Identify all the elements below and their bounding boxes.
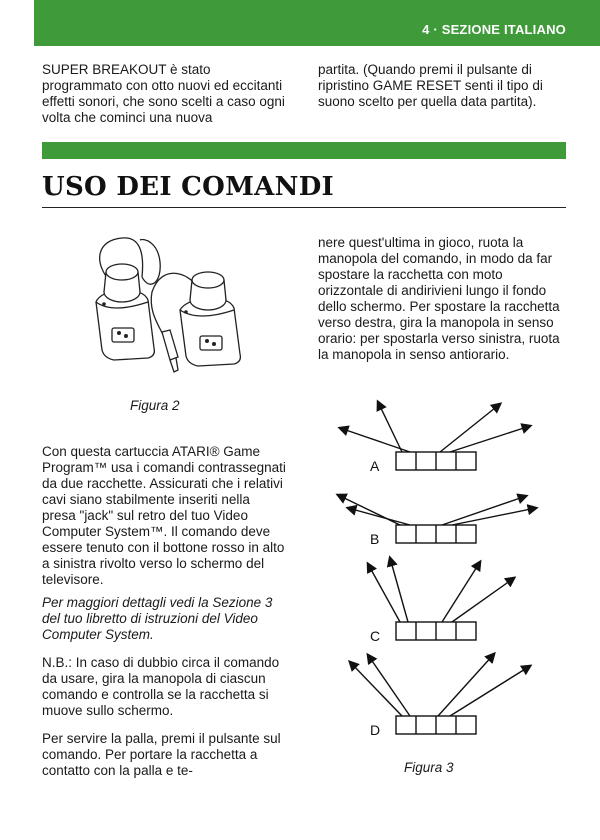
serve-ball-paragraph: Per servire la palla, premi il pulsante sul comando. Per portare la racchetta a contatto con la palla e te- [42, 731, 281, 778]
paddle-deflection-diagram [330, 390, 570, 745]
diagram-label-c: C [370, 628, 381, 644]
intro-right-paragraph: partita. (Quando premi il pulsante di ripristino GAME RESET senti il tipo di suono scelto per quella data partita). [318, 62, 543, 109]
figure-2-caption: Figura 2 [130, 398, 180, 413]
title-rule [42, 207, 566, 208]
intro-controls-paragraph: Con questa cartuccia ATARI® Game Program™ usa i comandi contrassegnati da due racchette. Assicurati che i relativi cavi siano stabilmente inseriti nella presa "jack" sul retro del tuo Video Computer System™. Il comando deve essere tenuto con il bottone rosso in alto a sinistra rivolto verso lo schermo del televisore. [42, 444, 286, 587]
diagram-label-d: D [370, 722, 381, 738]
see-manual-note: Per maggiori dettagli vedi la Sezione 3 del tuo libretto di istruzioni del Video Computer System. [42, 595, 273, 642]
section-header-bar [34, 0, 600, 46]
right-column-paragraph: nere quest'ultima in gioco, ruota la manopola del comando, in modo da far spostare la racchetta con moto orizzontale di andirivieni lungo il fondo dello schermo. Per spostare la racchetta verso destra, gira la manopola in senso orario: per spostarla verso sinistra, ruota la manopola in senso antiorario. [318, 235, 560, 362]
intro-left-paragraph: SUPER BREAKOUT è stato programmato con otto nuovi ed eccitanti effetti sonori, che sono scelti a caso ogni volta che cominci una nuova [42, 62, 285, 125]
nb-note: N.B.: In caso di dubbio circa il comando da usare, gira la manopola di ciascun comando e controlla se la racchetta si muove sullo schermo. [42, 655, 280, 718]
diagram-label-a: A [370, 458, 380, 474]
section-title: USO DEI COMANDI [42, 172, 334, 202]
diagram-label-b: B [370, 531, 380, 547]
section-label: 4 · SEZIONE ITALIANO [422, 22, 566, 37]
paddle-controllers-illustration [82, 232, 262, 382]
figure-3-caption: Figura 3 [404, 760, 454, 775]
section-divider-bar [42, 142, 566, 159]
